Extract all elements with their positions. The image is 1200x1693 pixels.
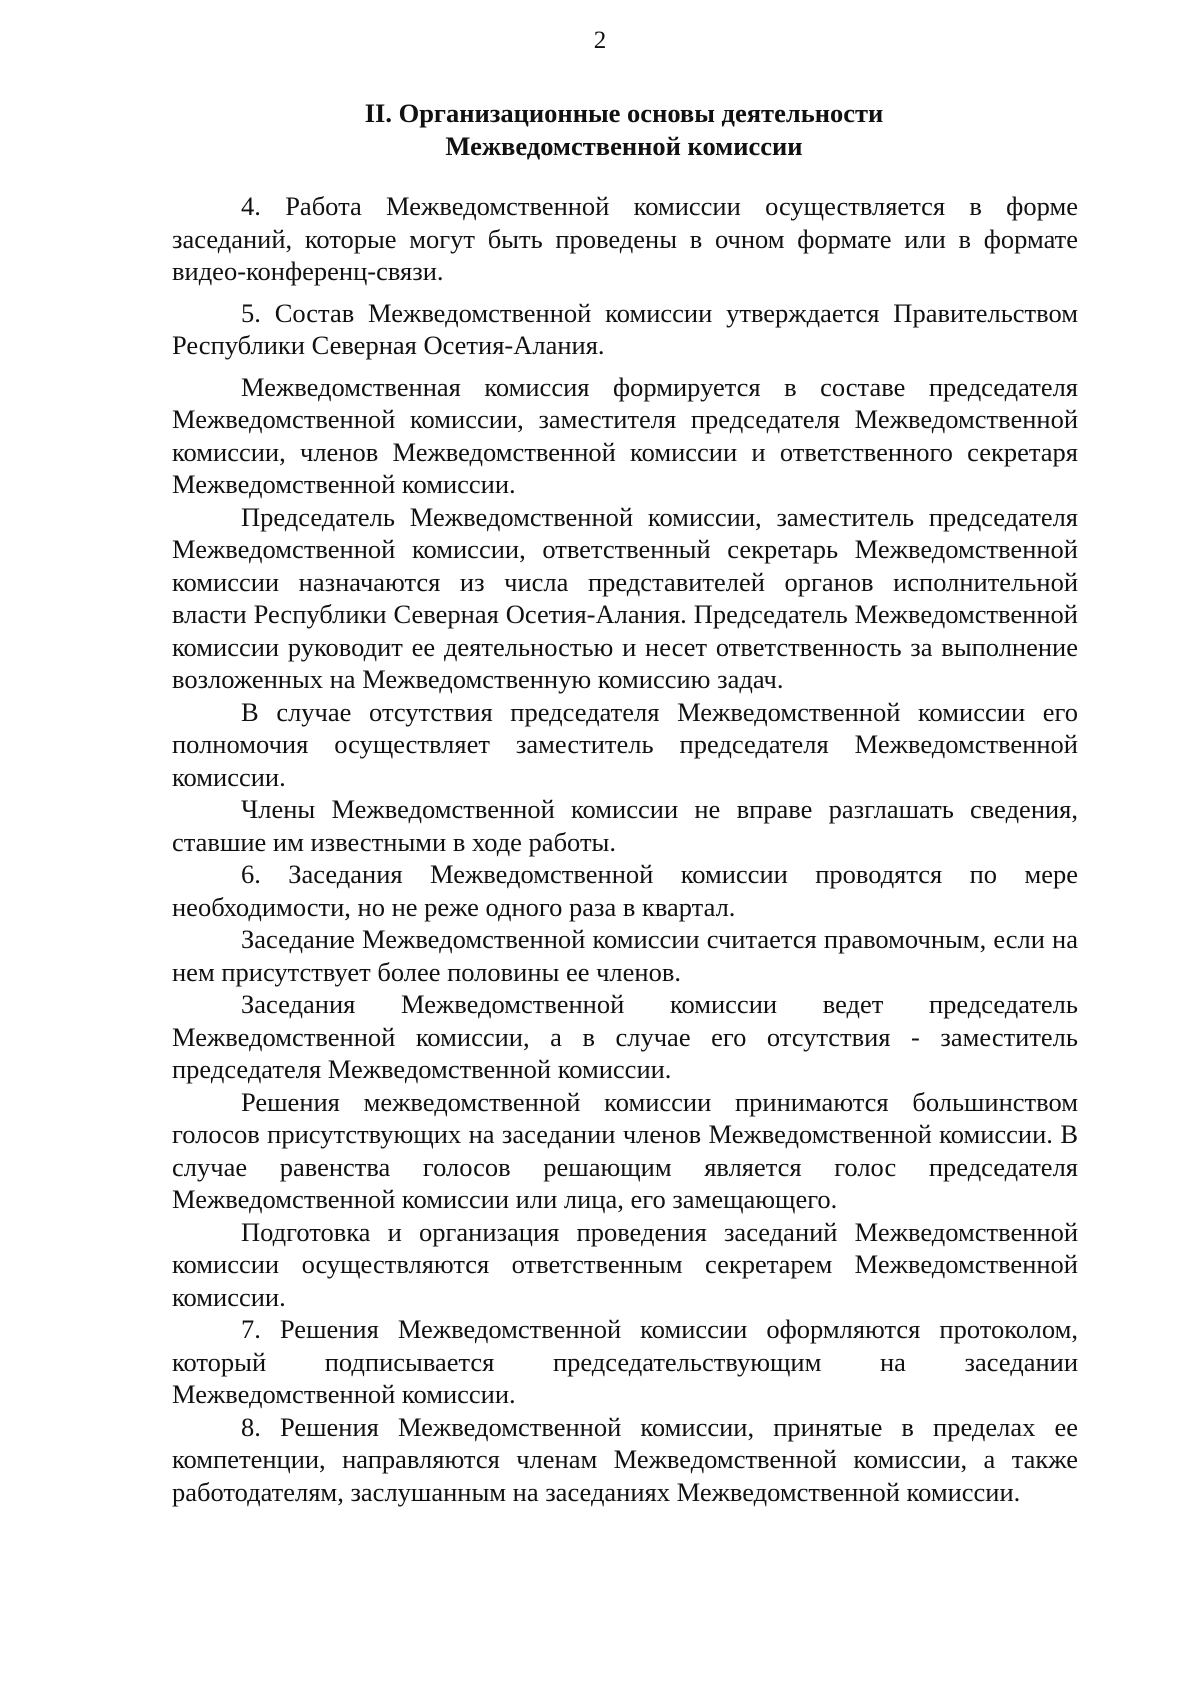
paragraph-voting: Решения межведомственной комиссии принимаются большинством голосов присутствующих на заседании членов Межведомственной комиссии. В случае равенства голосов решающим является голос председателя Межведомственной комиссии или лица, его замещающего. (172, 1086, 1078, 1214)
paragraph-item-6: 6. Заседания Межведомственной комиссии проводятся по мере необходимости, но не реже одного раза в квартал. (172, 859, 1078, 922)
paragraph-confidentiality: Члены Межведомственной комиссии не вправе разглашать сведения, ставшие им известными в ходе работы. (172, 794, 1078, 857)
paragraph-meeting-chair: Заседания Межведомственной комиссии ведет председатель Межведомственной комиссии, а в случае его отсутствия - заместитель председателя Межведомственной комиссии. (172, 989, 1078, 1084)
section-heading-line-1: II. Организационные основы деятельности (364, 98, 884, 128)
paragraph-chair-appointment: Председатель Межведомственной комиссии, заместитель председателя Межведомственной комиссии, ответственный секретарь Межведомственной комиссии назначаются из числа представителей органов исполнительной власти Республики Северная Осетия-Алания. Председатель Межведомственной комиссии руководит ее деятельностью и несет ответственность за выполнение возложенных на Межведомственную комиссию задач. (172, 501, 1078, 694)
paragraph-quorum: Заседание Межведомственной комиссии считается правомочным, если на нем присутствует более половины ее членов. (172, 924, 1078, 987)
paragraph-chair-absence: В случае отсутствия председателя Межведомственной комиссии его полномочия осуществляет заместитель председателя Межведомственной комиссии. (172, 696, 1078, 792)
paragraph-item-8: 8. Решения Межведомственной комиссии, принятые в пределах ее компетенции, направляются членам Межведомственной комиссии, а также работодателям, заслушанным на заседаниях Межведомственной комиссии. (172, 1411, 1078, 1507)
page-number: 2 (593, 27, 607, 54)
section-heading-line-2: Межведомственной комиссии (445, 131, 803, 161)
paragraph-meeting-preparation: Подготовка и организация проведения заседаний Межведомственной комиссии осуществляются ответственным секретарем Межведомственной комиссии. (172, 1216, 1078, 1312)
paragraph-item-4: 4. Работа Межведомственной комиссии осуществляется в форме заседаний, которые могут быть проведены в очном формате или в формате видео-конференц-связи. (172, 191, 1078, 286)
paragraph-item-7: 7. Решения Межведомственной комиссии оформляются протоколом, который подписывается председательствующим на заседании Межведомственной комиссии. (172, 1314, 1078, 1409)
document-body (172, 190, 1078, 1508)
section-heading (170, 97, 1078, 163)
paragraph-commission-composition: Межведомственная комиссия формируется в составе председателя Межведомственной комиссии, заместителя председателя Межведомственной комиссии, членов Межведомственной комиссии и ответственного секретаря Межведомственной комиссии. (172, 371, 1078, 499)
paragraph-item-5: 5. Состав Межведомственной комиссии утверждается Правительством Республики Северная Осетия-Алания. (172, 297, 1078, 360)
